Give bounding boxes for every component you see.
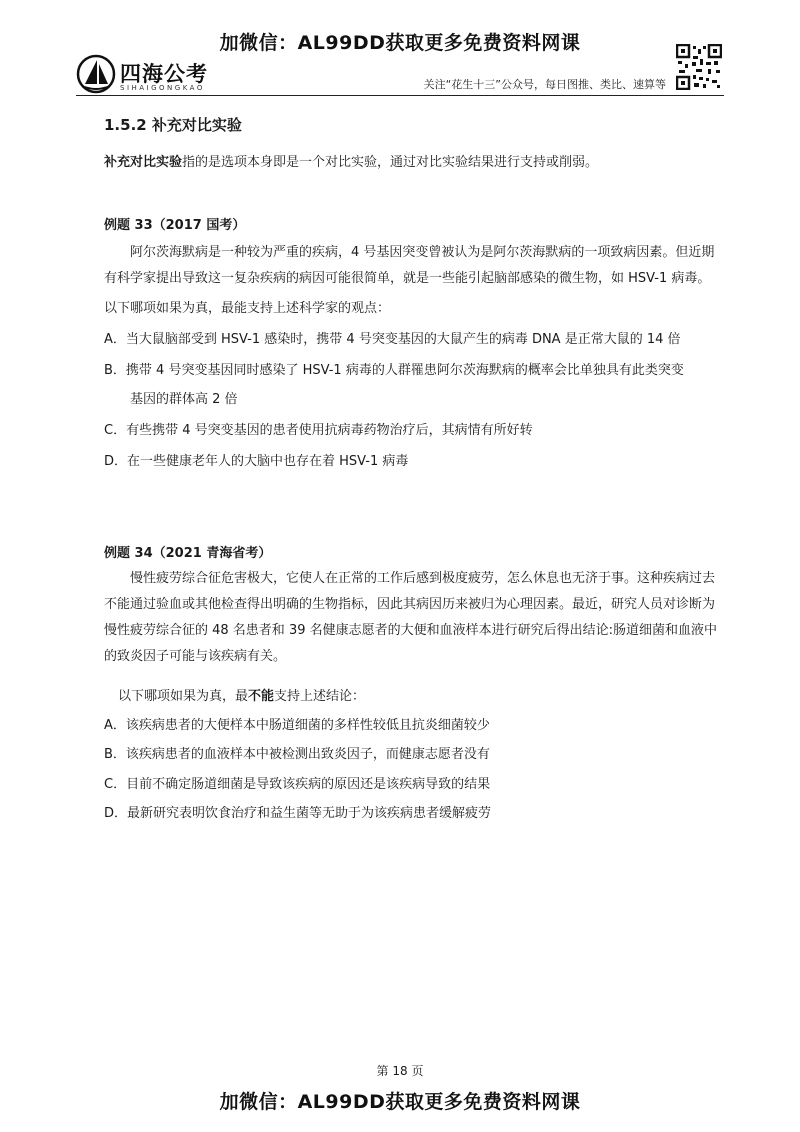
example-33-option-a: A．当大鼠脑部受到 HSV-1 感染时，携带 4 号突变基因的大鼠产生的病毒 DNA 是正常大鼠的 14 倍 xyxy=(104,332,681,347)
example-34-question-post: 支持上述结论： xyxy=(274,689,366,704)
example-33-option-b-cont: 基因的群体高 2 倍 xyxy=(130,392,238,407)
section-title: 1.5.2 补充对比实验 xyxy=(104,116,242,134)
example-34-option-c: C．目前不确定肠道细菌是导致该疾病的原因还是该疾病导致的结果 xyxy=(104,777,491,792)
example-34-option-b: B．该疾病患者的血液样本中被检测出致炎因子，而健康志愿者没有 xyxy=(104,747,490,762)
watermark-bottom: 加微信：AL99DD获取更多免费资料网课 xyxy=(219,1091,581,1113)
example-33-question: 以下哪项如果为真，最能支持上述科学家的观点： xyxy=(104,301,391,316)
watermark-top: 加微信：AL99DD获取更多免费资料网课 xyxy=(219,32,581,54)
example-34-title: 例题 34（2021 青海省考） xyxy=(104,546,272,561)
example-34-stem: 慢性疲劳综合征危害极大，它使人在正常的工作后感到极度疲劳，怎么休息也无济于事。这种疾病过去不能通过验血或其他检查得出明确的生物指标，因此其病因历来被归为心理因素。最近，研究人员对诊断为慢性疲劳综合征的 48 名患者和 39 名健康志愿者的大便和血液样本进行研究后得出结论:肠道细菌和血液中的致炎因子可能与该疾病有关。 xyxy=(104,571,717,664)
header-note: 关注“花生十三”公众号，每日图推、类比、速算等 xyxy=(423,78,666,91)
definition-paragraph xyxy=(104,150,726,176)
example-33-option-b: B．携带 4 号突变基因同时感染了 HSV-1 病毒的人群罹患阿尔茨海默病的概率会比单独具有此类突变 xyxy=(104,363,684,378)
example-34-question-pre: 以下哪项如果为真，最 xyxy=(118,689,249,704)
example-33-stem: 阿尔茨海默病是一种较为严重的疾病，4 号基因突变曾被认为是阿尔茨海默病的一项致病因素。但近期有科学家提出导致这一复杂疾病的病因可能很简单，就是一些能引起脑部感染的微生物，如 HSV-1 病毒。 xyxy=(104,245,715,286)
example-33-option-d: D．在一些健康老年人的大脑中也存在着 HSV-1 病毒 xyxy=(104,454,409,469)
example-34-question-emphasis: 不能 xyxy=(248,689,275,704)
definition-text: 指的是选项本身即是一个对比实验，通过对比实验结果进行支持或削弱。 xyxy=(182,155,599,170)
brand-logo xyxy=(76,54,226,96)
brand-name: 四海公考 xyxy=(120,62,208,86)
example-33-option-c: C．有些携带 4 号突变基因的患者使用抗病毒药物治疗后，其病情有所好转 xyxy=(104,423,533,438)
header-divider xyxy=(76,95,724,96)
example-34-option-a: A．该疾病患者的大便样本中肠道细菌的多样性较低且抗炎细菌较少 xyxy=(104,718,490,733)
sailboat-logo-icon xyxy=(76,54,116,94)
example-33-title: 例题 33（2017 国考） xyxy=(104,218,246,233)
qr-code-icon xyxy=(676,44,722,90)
example-34-option-d: D．最新研究表明饮食治疗和益生菌等无助于为该疾病患者缓解疲劳 xyxy=(104,806,492,821)
definition-term: 补充对比实验 xyxy=(104,155,183,170)
brand-subtitle: SIHAIGONGKAO xyxy=(120,84,205,92)
page-number: 第 18 页 xyxy=(376,1064,424,1078)
example-34-question xyxy=(118,684,365,710)
